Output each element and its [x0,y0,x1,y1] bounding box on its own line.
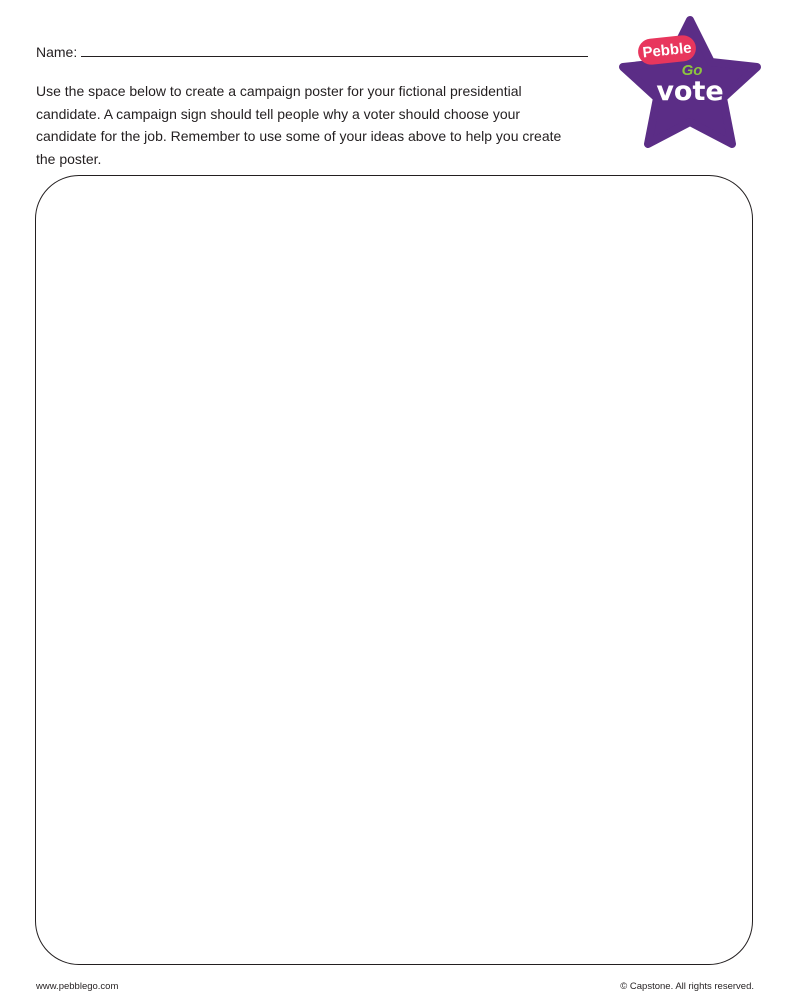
name-write-line[interactable] [81,42,588,57]
pebblego-vote-logo [616,14,764,148]
instructions-text: Use the space below to create a campaign poster for your fictional presidential candidate. A campaign sign should tell people why a voter should choose your candidate for the job. Remember to use some of your ideas above to help you create the poster. [36,83,562,167]
logo-pebble-text: Pebble [641,39,693,62]
name-label: Name: [36,44,78,60]
logo-vote-text: vote [656,76,724,107]
footer-copyright: © Capstone. All rights reserved. [620,981,754,992]
logo-go-text: Go [681,62,703,79]
footer-website: www.pebblego.com [36,981,119,992]
name-field-row [36,40,588,60]
poster-drawing-area[interactable] [35,175,753,965]
